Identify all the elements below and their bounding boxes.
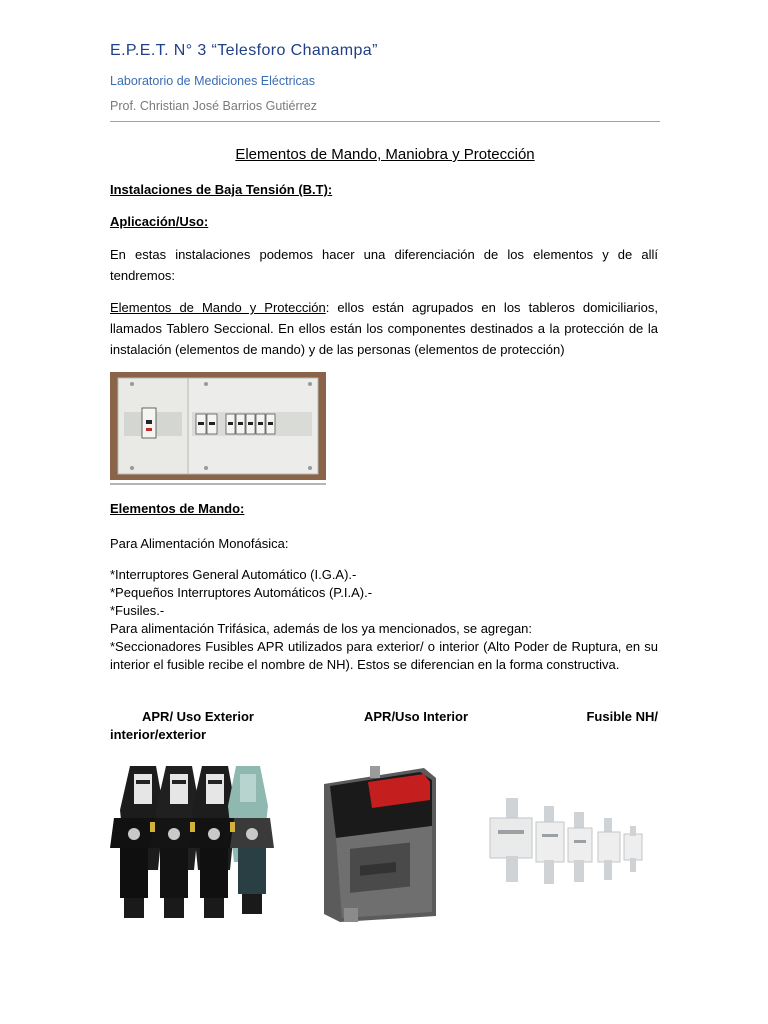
photo-underline [110, 483, 326, 485]
label-interior: APR/Uso Interior [364, 709, 469, 724]
label-fusible: Fusible NH/ [586, 709, 658, 724]
monofasica-text: Para Alimentación Monofásica: [110, 536, 289, 551]
apr-interior-photo [320, 766, 438, 924]
fusible-nh-photo [484, 796, 646, 888]
page-title: Elementos de Mando, Maniobra y Protección [235, 146, 535, 163]
label-exterior: APR/ Uso Exterior [142, 709, 254, 724]
apr-exterior-photo [110, 762, 284, 924]
mando-proteccion-paragraph [110, 297, 658, 360]
heading-bt: Instalaciones de Baja Tensión (B.T): [110, 182, 333, 197]
header-divider [110, 121, 660, 122]
heading-mando: Elementos de Mando: [110, 501, 245, 516]
heading-aplicacion: Aplicación/Uso: [110, 214, 209, 229]
professor-name: Prof. Christian José Barrios Gutiérrez [110, 99, 318, 113]
item-fusiles: *Fusiles.- [110, 603, 165, 618]
tablero-seccional-photo [110, 372, 326, 480]
trifasica-text: Para alimentación Trifásica, además de los ya mencionados, se agregan: [110, 621, 533, 636]
item-pia: *Pequeños Interruptores Automáticos (P.I.A).- [110, 585, 373, 600]
school-name: E.P.E.T. N° 3 “Telesforo Chanampa” [110, 42, 378, 59]
item-iga: *Interruptores General Automático (I.G.A).- [110, 567, 357, 582]
seccionadores-paragraph: *Seccionadores Fusibles APR utilizados para exterior/ o interior (Alto Poder de Ruptura, en su interior el fusible recibe el nombre de NH). Estos se diferencian en la forma constructiva. [110, 639, 658, 672]
intro-paragraph: En estas instalaciones podemos hacer una diferenciación de los elementos y de allí tendremos: [110, 247, 658, 283]
mando-proteccion-text: : ellos están agrupados en los tableros domiciliarios, llamados Tablero Seccional. En ellos están los componentes destinados a la protección de la instalación (elementos de mando) y de las personas (elementos de protección) [110, 300, 658, 357]
lab-name: Laboratorio de Mediciones Eléctricas [110, 74, 315, 88]
mando-proteccion-label: Elementos de Mando y Protección [110, 300, 326, 315]
label-interior-exterior: interior/exterior [110, 727, 207, 742]
